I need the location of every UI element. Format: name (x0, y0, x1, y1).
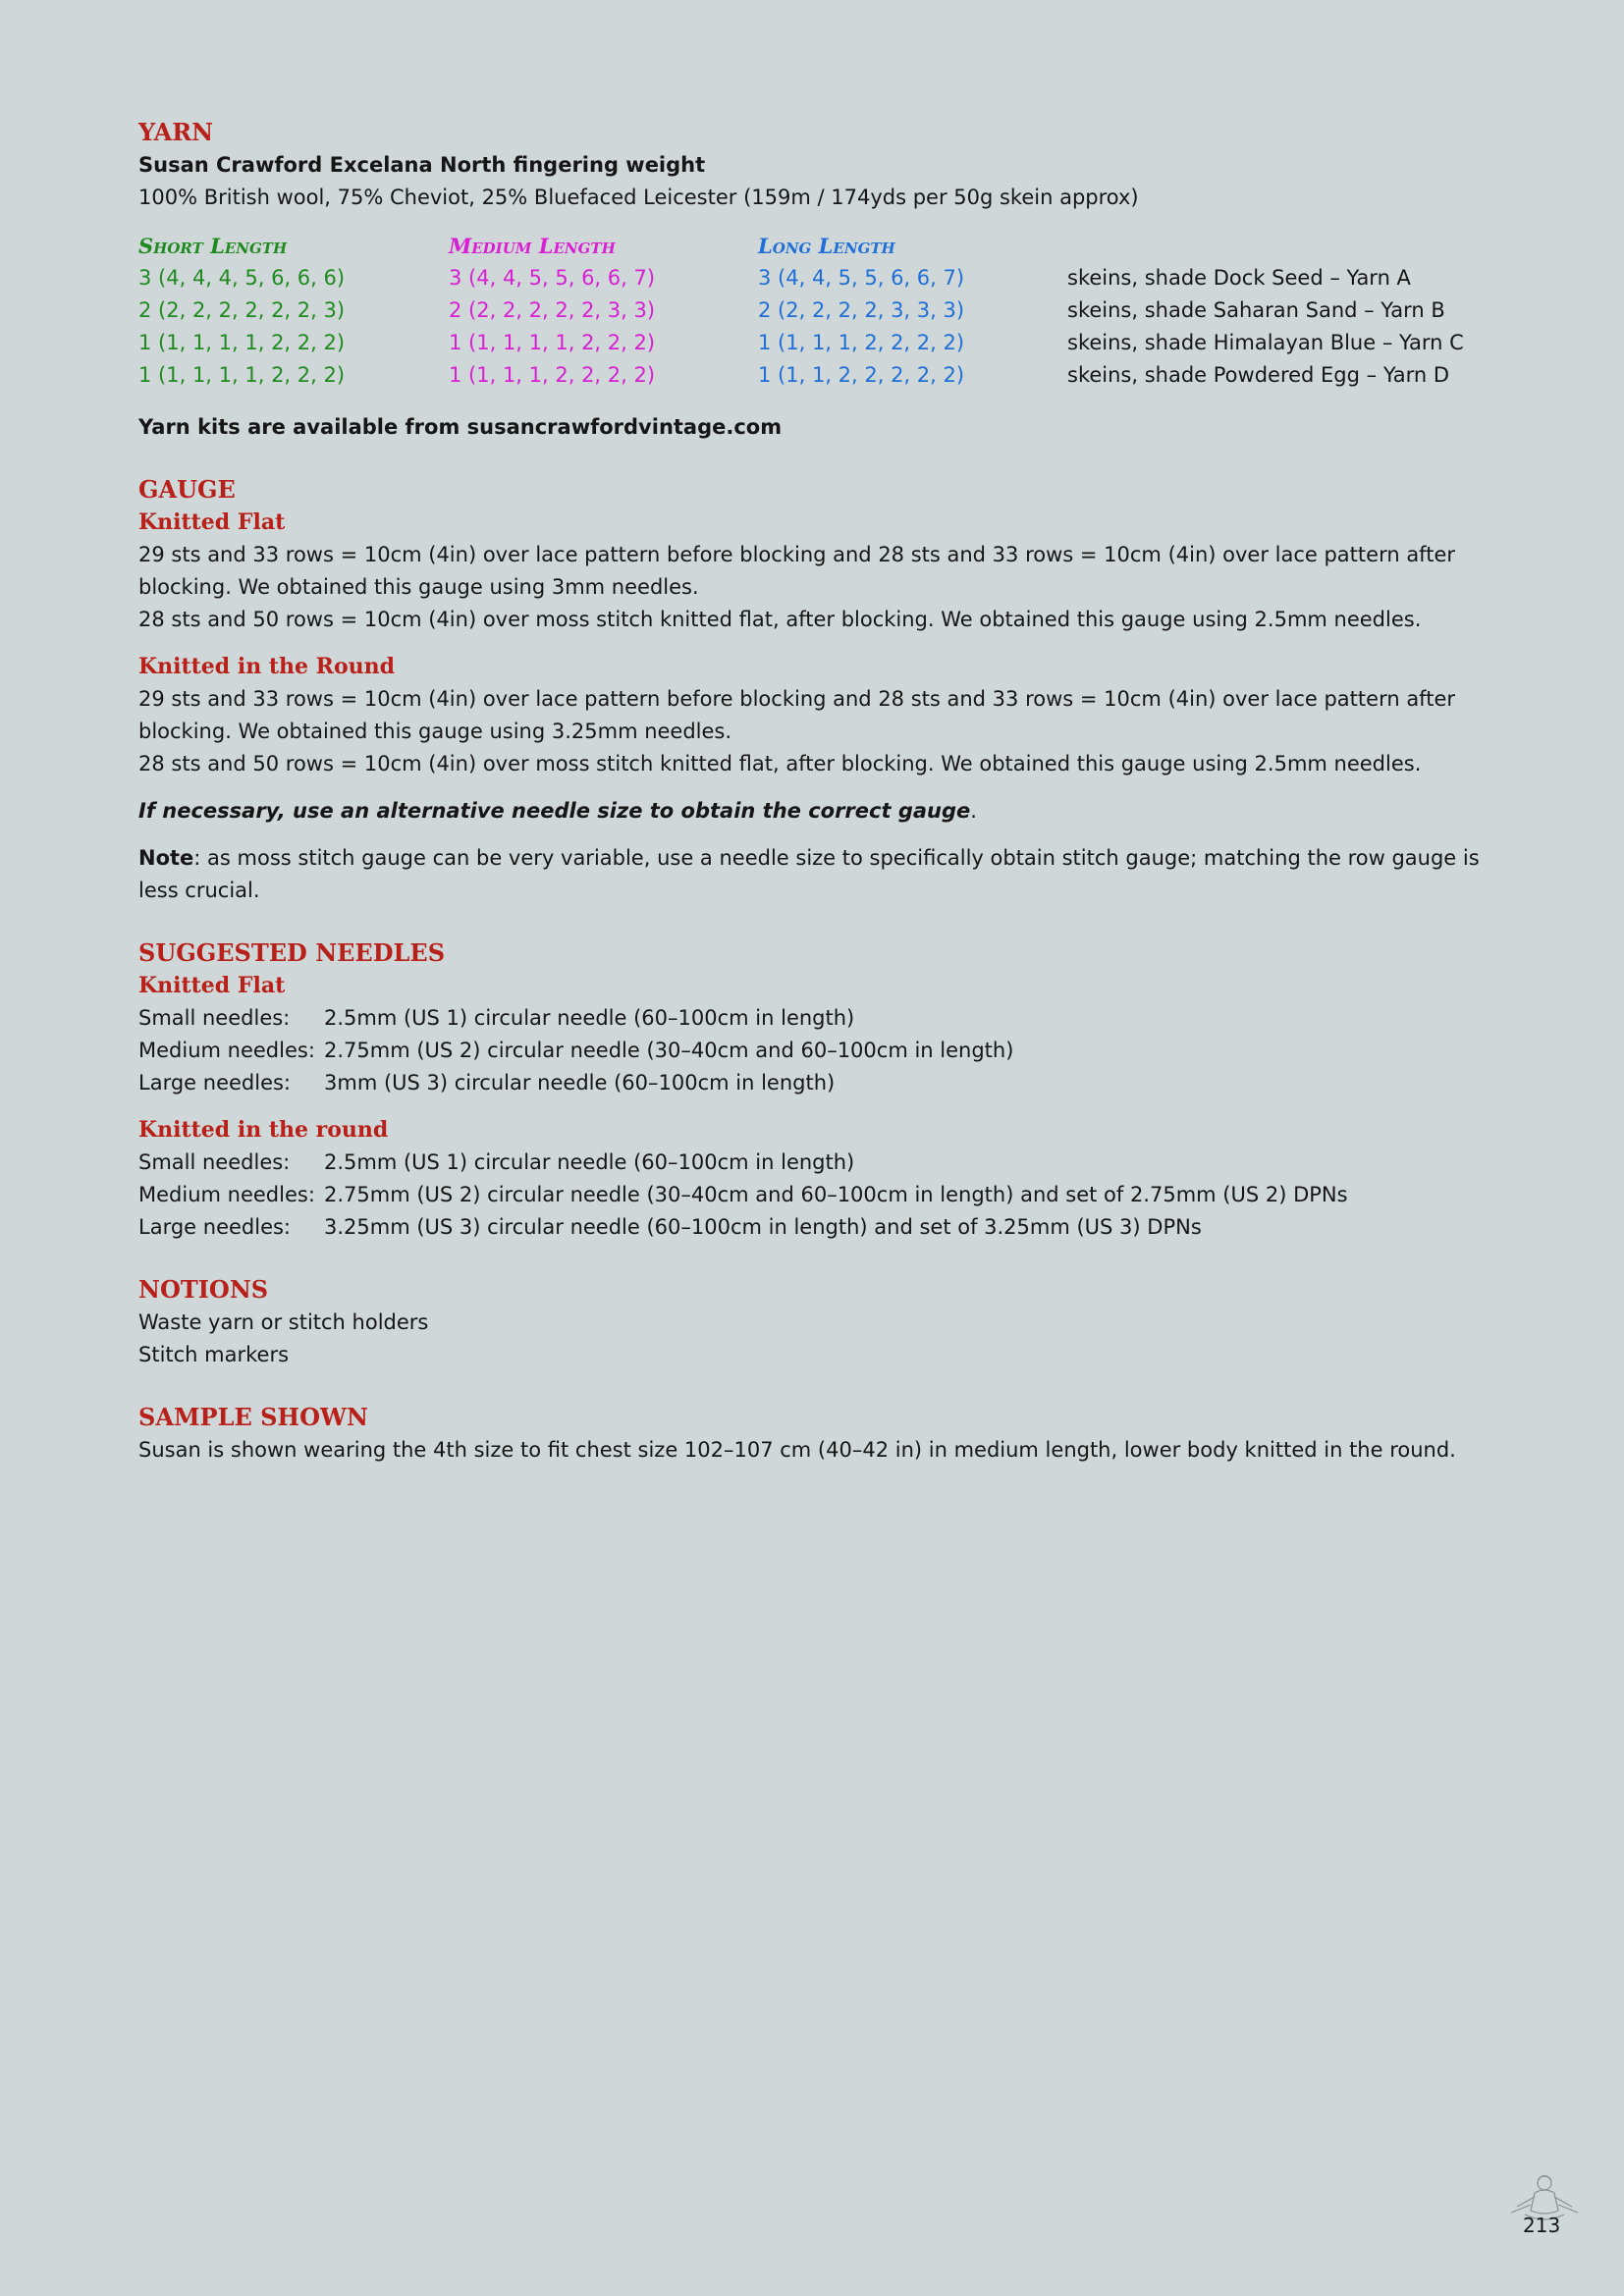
needle-row-flat-large (138, 1067, 1513, 1099)
needle-label: Medium needles: (138, 1039, 315, 1062)
needle-value: 2.75mm (US 2) circular needle (30–40cm and 60–100cm in length) (324, 1039, 1014, 1062)
yarn-composition: 100% British wool, 75% Cheviot, 25% Bluefaced Leicester (159m / 174yds per 50g skein approx) (138, 186, 1139, 209)
needles-heading: SUGGESTED NEEDLES (138, 938, 446, 967)
shade-desc: skeins, shade Powdered Egg – Yarn D (1067, 363, 1450, 387)
needle-row-round-large (138, 1211, 1513, 1244)
medium-qty: 1 (1, 1, 1, 2, 2, 2, 2) (449, 363, 656, 387)
notions-heading: NOTIONS (138, 1275, 269, 1304)
medium-qty: 3 (4, 4, 5, 5, 6, 6, 7) (449, 266, 656, 290)
yarn-quantities-table (138, 230, 1513, 392)
medium-qty: 1 (1, 1, 1, 1, 2, 2, 2) (449, 331, 656, 354)
long-qty: 1 (1, 1, 1, 2, 2, 2, 2) (758, 331, 965, 354)
shade-desc: skeins, shade Dock Seed – Yarn A (1067, 266, 1411, 290)
medium-qty: 2 (2, 2, 2, 2, 2, 3, 3) (449, 298, 656, 322)
gauge-round-heading: Knitted in the Round (138, 654, 395, 679)
needles-flat-heading: Knitted Flat (138, 973, 286, 998)
yarn-row-a (138, 262, 1513, 294)
needle-row-round-small (138, 1147, 1513, 1179)
gauge-emphasis-end: . (970, 799, 977, 823)
gauge-flat-moss: 28 sts and 50 rows = 10cm (4in) over moss stitch knitted flat, after blocking. We obtained this gauge using 2.5mm needles. (138, 608, 1422, 631)
yarn-row-d (138, 359, 1513, 392)
note-label: Note (138, 846, 194, 870)
needle-value: 2.5mm (US 1) circular needle (60–100cm in length) (324, 1150, 855, 1174)
sample-text: Susan is shown wearing the 4th size to fit chest size 102–107 cm (40–42 in) in medium length, lower body knitted in the round. (138, 1438, 1456, 1462)
short-qty: 1 (1, 1, 1, 1, 2, 2, 2) (138, 363, 346, 387)
long-qty: 1 (1, 1, 2, 2, 2, 2, 2) (758, 363, 965, 387)
notion-item: Waste yarn or stitch holders (138, 1310, 429, 1334)
needle-label: Small needles: (138, 1150, 291, 1174)
yarn-row-b (138, 294, 1513, 327)
needle-value: 2.5mm (US 1) circular needle (60–100cm in length) (324, 1006, 855, 1030)
long-qty: 2 (2, 2, 2, 2, 3, 3, 3) (758, 298, 965, 322)
gauge-flat-heading: Knitted Flat (138, 509, 286, 535)
gauge-flat-lace: 29 sts and 33 rows = 10cm (4in) over lace pattern before blocking and 28 sts and 33 rows = 10cm (4in) over lace pattern after blocking. We obtained this gauge using 3mm needles. (138, 543, 1455, 599)
long-qty: 3 (4, 4, 5, 5, 6, 6, 7) (758, 266, 965, 290)
page-number: 213 (1523, 2214, 1561, 2237)
short-qty: 3 (4, 4, 4, 5, 6, 6, 6) (138, 266, 346, 290)
sample-heading: SAMPLE SHOWN (138, 1403, 368, 1431)
medium-length-header: Medium Length (449, 234, 616, 258)
gauge-note (138, 842, 1513, 907)
needle-label: Large needles: (138, 1215, 292, 1239)
long-length-header: Long Length (758, 234, 895, 258)
gauge-round-lace: 29 sts and 33 rows = 10cm (4in) over lace pattern before blocking and 28 sts and 33 rows = 10cm (4in) over lace pattern after blocking. We obtained this gauge using 3.25mm needles. (138, 687, 1455, 743)
needles-round-heading: Knitted in the round (138, 1117, 389, 1143)
gauge-emphasis (138, 795, 1513, 828)
pattern-page (138, 116, 1513, 1467)
yarn-kits-note: Yarn kits are available from susancrawfordvintage.com (138, 415, 783, 439)
notion-item: Stitch markers (138, 1343, 290, 1366)
gauge-round-moss: 28 sts and 50 rows = 10cm (4in) over moss stitch knitted flat, after blocking. We obtained this gauge using 2.5mm needles. (138, 752, 1422, 775)
short-length-header: Short Length (138, 234, 288, 258)
needle-label: Small needles: (138, 1006, 291, 1030)
needle-row-flat-small (138, 1002, 1513, 1035)
yarn-row-c (138, 327, 1513, 359)
short-qty: 2 (2, 2, 2, 2, 2, 2, 3) (138, 298, 346, 322)
needle-value: 2.75mm (US 2) circular needle (30–40cm and 60–100cm in length) and set of 2.75mm (US 2) DPNs (324, 1183, 1348, 1206)
shade-desc: skeins, shade Saharan Sand – Yarn B (1067, 298, 1445, 322)
yarn-heading: YARN (138, 118, 214, 146)
needle-label: Large needles: (138, 1071, 292, 1095)
shade-desc: skeins, shade Himalayan Blue – Yarn C (1067, 331, 1464, 354)
note-text: : as moss stitch gauge can be very variable, use a needle size to specifically obtain stitch gauge; matching the row gauge is less crucial. (138, 846, 1480, 902)
needle-row-flat-medium (138, 1035, 1513, 1067)
gauge-heading: GAUGE (138, 475, 236, 504)
needle-value: 3.25mm (US 3) circular needle (60–100cm in length) and set of 3.25mm (US 3) DPNs (324, 1215, 1202, 1239)
yarn-name: Susan Crawford Excelana North fingering weight (138, 153, 706, 177)
yarn-table-header (138, 230, 1513, 262)
gauge-emphasis-text: If necessary, use an alternative needle size to obtain the correct gauge (138, 799, 971, 823)
needle-value: 3mm (US 3) circular needle (60–100cm in length) (324, 1071, 836, 1095)
needle-label: Medium needles: (138, 1183, 315, 1206)
short-qty: 1 (1, 1, 1, 1, 2, 2, 2) (138, 331, 346, 354)
needle-row-round-medium (138, 1179, 1513, 1211)
